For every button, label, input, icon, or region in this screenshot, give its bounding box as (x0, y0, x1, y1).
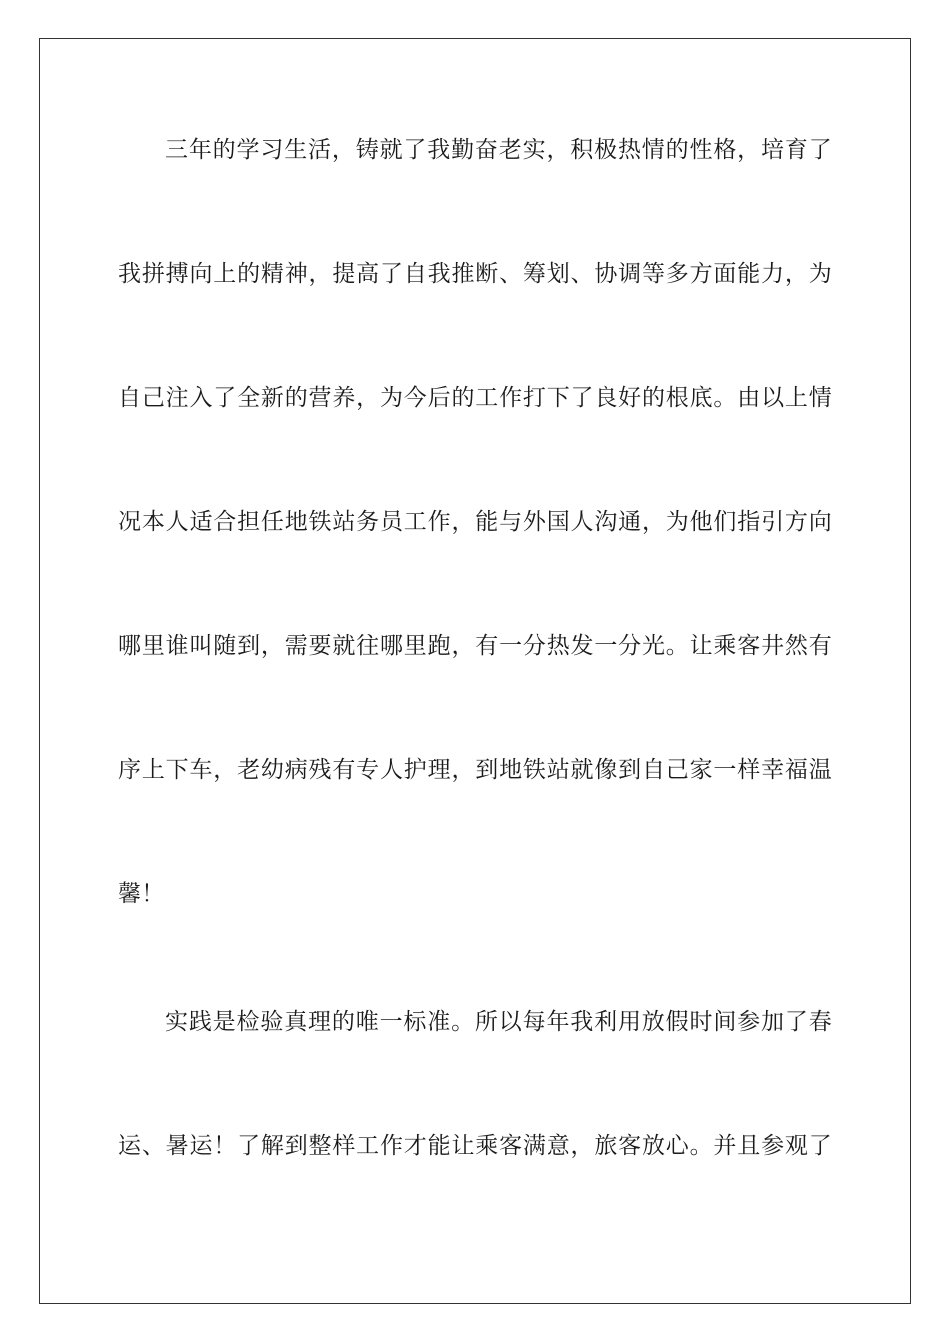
page-border (39, 38, 911, 1304)
text-line: 自己注入了全新的营养，为今后的工作打下了良好的根底。由以上情 (118, 385, 832, 411)
text-line: 况本人适合担任地铁站务员工作，能与外国人沟通，为他们指引方向 (118, 509, 832, 535)
text-line: 运、暑运！了解到整样工作才能让乘客满意，旅客放心。并且参观了 (118, 1133, 832, 1159)
text-line: 序上下车，老幼病残有专人护理，到地铁站就像到自己家一样幸福温 (118, 757, 832, 783)
text-line: 馨！ (118, 881, 165, 907)
text-line: 我拼搏向上的精神，提高了自我推断、筹划、协调等多方面能力，为 (118, 261, 832, 287)
text-line: 实践是检验真理的唯一标准。所以每年我利用放假时间参加了春 (165, 1009, 832, 1035)
text-line: 哪里谁叫随到，需要就往哪里跑，有一分热发一分光。让乘客井然有 (118, 633, 832, 659)
text-line: 三年的学习生活，铸就了我勤奋老实，积极热情的性格，培育了 (165, 137, 832, 163)
